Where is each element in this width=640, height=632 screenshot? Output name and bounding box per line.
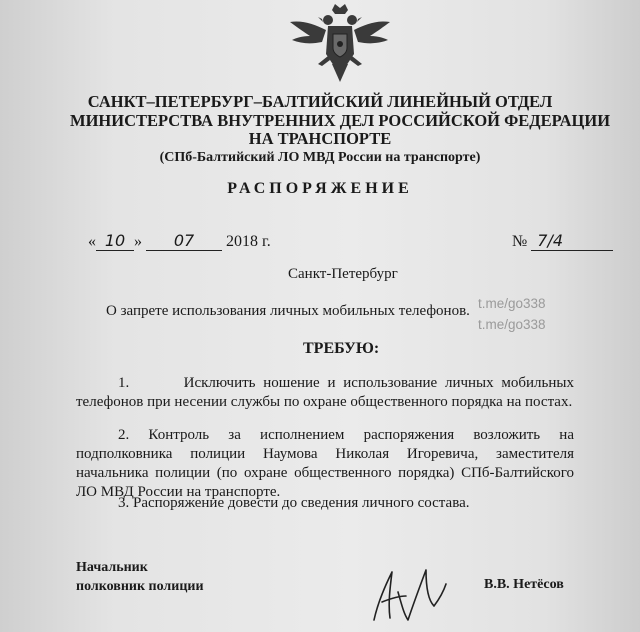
date-month: 07 (146, 231, 222, 251)
date-year: 2018 г. (226, 233, 271, 250)
header-line-3: НА ТРАНСПОРТЕ (248, 129, 392, 148)
header-line-1: САНКТ–ПЕТЕРБУРГ–БАЛТИЙСКИЙ ЛИНЕЙНЫЙ ОТДЕЛ (87, 92, 553, 111)
signer-name: В.В. Нетёсов (484, 577, 564, 592)
number-value: 7/4 (531, 231, 613, 251)
date-open-quote: « (88, 233, 96, 250)
date-close-quote: » (134, 233, 142, 250)
document-title: РАСПОРЯЖЕНИЕ (227, 180, 413, 197)
watermark-1: t.me/go338 (478, 296, 546, 311)
header-line-2: МИНИСТЕРСТВА ВНУТРЕННИХ ДЕЛ РОССИЙСКОЙ ФЕДЕРАЦИИ (70, 111, 611, 130)
header-line-4: (СПб-Балтийский ЛО МВД России на транспорте) (159, 150, 481, 165)
paragraph-1: 1. Исключить ношение и использование личных мобильных телефонов при несении службы по охране общественного порядка на постах. (76, 375, 574, 410)
require-heading: ТРЕБУЮ: (303, 340, 380, 357)
number-label: № (512, 233, 528, 250)
paragraph-3: 3. Распоряжение довести до сведения личного состава. (118, 495, 470, 511)
watermark-2: t.me/go338 (478, 317, 546, 332)
city: Санкт-Петербург (288, 266, 398, 282)
signer-position: Начальник (76, 560, 148, 575)
handwritten-signature (368, 562, 450, 628)
paragraph-2: 2. Контроль за исполнением распоряжения возложить на подполковника полиции Наумова Николая Игоревича, заместителя начальника полиции (по охране общественного порядка) СПб-Балтийского ЛО МВД России на транспорте. (76, 427, 574, 500)
date-day: 10 (96, 231, 134, 251)
document-number (512, 231, 613, 251)
double-headed-eagle-emblem-icon (288, 2, 392, 88)
subject-line: О запрете использования личных мобильных телефонов. (106, 303, 470, 319)
document-date (88, 231, 271, 251)
signer-rank: полковник полиции (76, 579, 204, 594)
